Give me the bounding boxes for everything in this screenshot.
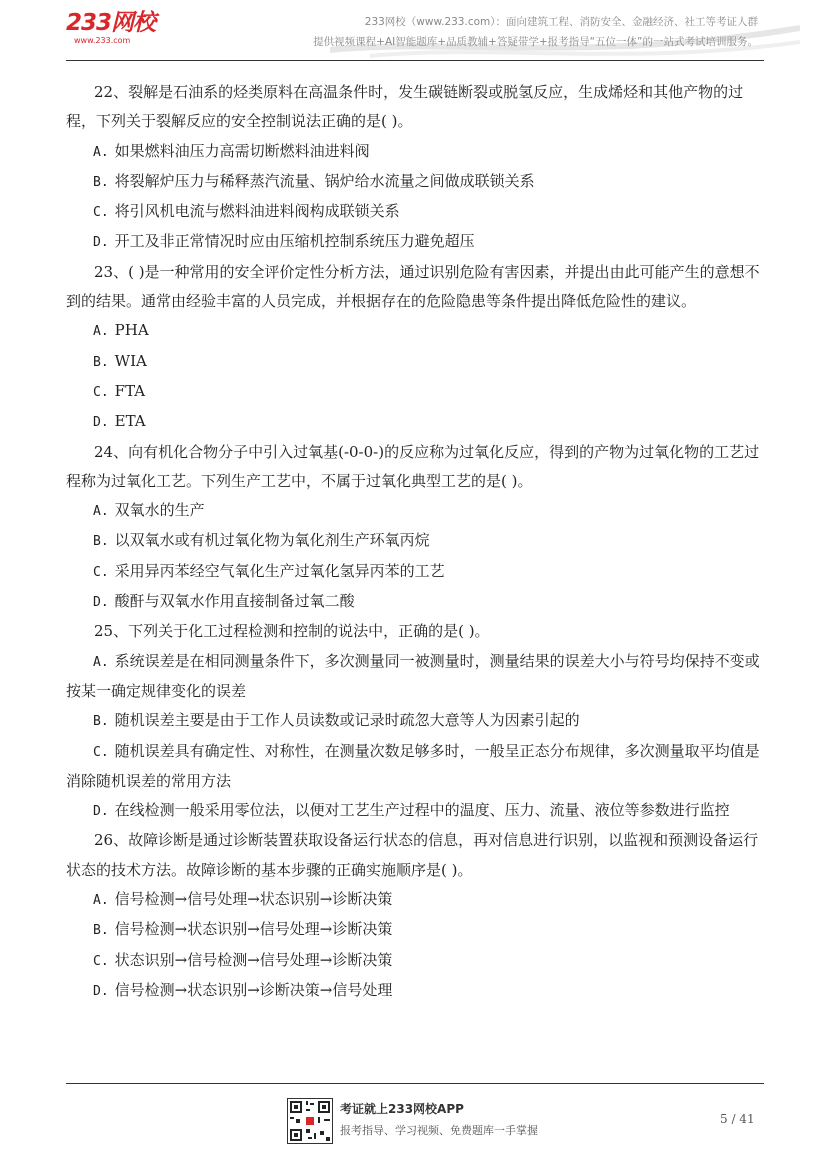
footer-app-title: 考证就上233网校APP	[340, 1102, 464, 1116]
option-a: A. PHA	[93, 321, 149, 340]
option-c: C. 随机误差具有确定性、对称性，在测量次数足够多时，一般呈正态分布规律，多次测量取平均值是消除随机误差的常用方法	[66, 741, 760, 790]
option-b: B. 信号检测→状态识别→信号处理→诊断决策	[93, 920, 393, 939]
option-b: B. 随机误差主要是由于工作人员读数或记录时疏忽大意等人为因素引起的	[93, 711, 580, 730]
page-number: 5 / 41	[720, 1112, 755, 1126]
option-d: D. ETA	[93, 412, 146, 431]
option-c: C. FTA	[93, 381, 146, 400]
page-header	[0, 0, 830, 60]
logo-url: www.233.com	[74, 36, 131, 45]
option-d: D. 开工及非正常情况时应由压缩机控制系统压力避免超压	[93, 232, 475, 251]
option-b: B. 将裂解炉压力与稀释蒸汽流量、锅炉给水流量之间做成联锁关系	[93, 171, 535, 190]
option-a: A. 信号检测→信号处理→状态识别→诊断决策	[93, 890, 393, 909]
option-a: A. 系统误差是在相同测量条件下，多次测量同一被测量时，测量结果的误差大小与符号均保持不变或按某一确定规律变化的误差	[66, 651, 760, 700]
brand-logo[interactable]	[66, 10, 155, 46]
question-stem: 23、( )是一种常用的安全评价定性分析方法，通过识别危险有害因素，并提出由此可能产生的意想不到的结果。通常由经验丰富的人员完成，并根据存在的危险隐患等条件提出降低危险性的建议。	[66, 262, 760, 311]
qr-code-icon[interactable]	[287, 1098, 333, 1144]
tagline-line-1: 233网校（www.233.com）：面向建筑工程、消防安全、金融经济、社工等考证人群	[364, 16, 758, 28]
option-a: A. 双氧水的生产	[93, 501, 205, 520]
option-b: B. WIA	[93, 351, 147, 370]
question-stem: 24、向有机化合物分子中引入过氧基(-0-0-)的反应称为过氧化反应，得到的产物为过氧化物的工艺过程称为过氧化工艺。下列生产工艺中，不属于过氧化典型工艺的是( )。	[66, 442, 760, 490]
footer-app-subtitle: 报考指导、学习视频、免费题库一手掌握	[340, 1124, 538, 1137]
option-c: C. 将引风机电流与燃料油进料阀构成联锁关系	[93, 202, 400, 221]
header-divider	[66, 60, 764, 61]
footer-divider	[66, 1083, 764, 1084]
option-c: C. 状态识别→信号检测→信号处理→诊断决策	[93, 950, 393, 969]
header-tagline	[313, 12, 758, 52]
option-c: C. 采用异丙苯经空气氧化生产过氧化氢异丙苯的工艺	[93, 561, 445, 580]
logo-text: 233网校	[66, 10, 156, 36]
tagline-line-2: 提供视频课程+AI智能题库+品质教辅+答疑带学+报考指导“五位一体”的一站式考试培训服务。	[313, 36, 758, 48]
question-stem: 22、裂解是石油系的烃类原料在高温条件时，发生碳链断裂或脱氢反应，生成烯烃和其他产物的过程，下列关于裂解反应的安全控制说法正确的是( )。	[66, 83, 744, 131]
option-a: A. 如果燃料油压力高需切断燃料油进料阀	[93, 141, 370, 160]
option-d: D. 酸酐与双氧水作用直接制备过氧二酸	[93, 592, 355, 611]
page-footer	[0, 1090, 830, 1150]
option-d: D. 信号检测→状态识别→诊断决策→信号处理	[93, 980, 393, 999]
option-d: D. 在线检测一般采用零位法，以便对工艺生产过程中的温度、压力、流量、液位等参数进行监控	[93, 801, 730, 820]
option-b: B. 以双氧水或有机过氧化物为氧化剂生产环氧丙烷	[93, 531, 430, 550]
question-stem: 25、下列关于化工过程检测和控制的说法中，正确的是( )。	[94, 622, 490, 641]
question-stem: 26、故障诊断是通过诊断装置获取设备运行状态的信息，再对信息进行识别，以监视和预测设备运行状态的技术方法。故障诊断的基本步骤的正确实施顺序是( )。	[66, 831, 759, 879]
question-list	[66, 78, 768, 1006]
